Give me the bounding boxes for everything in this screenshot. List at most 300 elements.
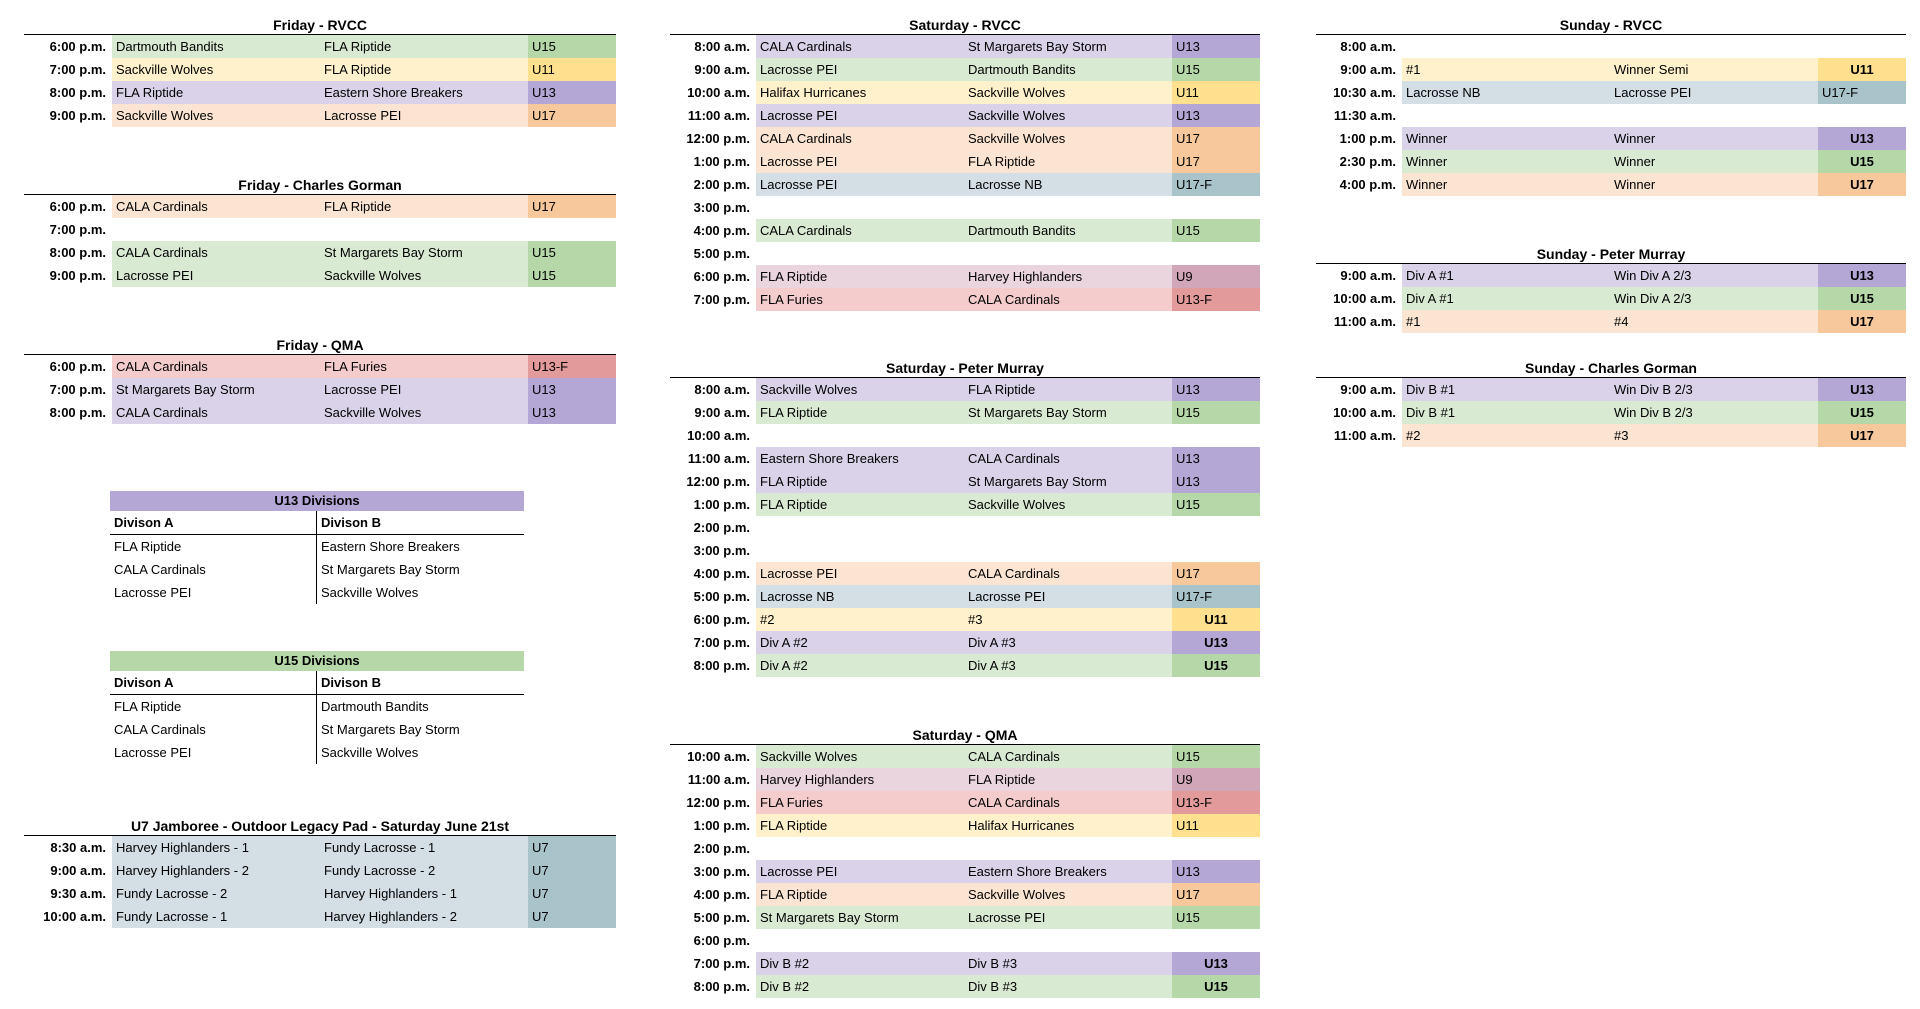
division-b-team: St Margarets Bay Storm (321, 722, 460, 737)
game-time: 11:00 a.m. (687, 108, 750, 123)
division-tag: U17 (1818, 424, 1906, 447)
team-home: Div B #2 (756, 975, 964, 998)
division-tag: U17 (1172, 150, 1260, 173)
team-home: St Margarets Bay Storm (112, 378, 320, 401)
game-row (1316, 127, 1906, 150)
game-time: 6:00 p.m. (693, 612, 750, 627)
team-away: Halifax Hurricanes (964, 814, 1172, 837)
game-row (670, 424, 1260, 447)
schedule-block (1316, 16, 1906, 196)
game-time: 3:00 p.m. (693, 200, 750, 215)
division-tag (1818, 35, 1906, 58)
game-time: 7:00 p.m. (693, 956, 750, 971)
team-away: #4 (1610, 310, 1818, 333)
division-tag (1172, 424, 1260, 447)
division-tag: U13-F (1172, 791, 1260, 814)
division-tag (1818, 104, 1906, 127)
team-away: Winner Semi (1610, 58, 1818, 81)
division-table-title: U13 Divisions (110, 491, 524, 511)
team-away (1610, 104, 1818, 127)
game-time: 2:30 p.m. (1339, 154, 1396, 169)
division-tag: U13 (528, 378, 616, 401)
division-tag: U17 (1818, 310, 1906, 333)
division-b-team: St Margarets Bay Storm (321, 562, 460, 577)
team-home: Fundy Lacrosse - 1 (112, 905, 320, 928)
division-tag: U13 (1818, 378, 1906, 401)
game-time: 2:00 p.m. (693, 520, 750, 535)
game-time: 9:00 a.m. (1340, 268, 1396, 283)
team-home: Eastern Shore Breakers (756, 447, 964, 470)
team-home: Lacrosse PEI (756, 104, 964, 127)
game-time: 10:00 a.m. (687, 428, 750, 443)
division-a-team: CALA Cardinals (110, 558, 317, 581)
game-time: 9:00 a.m. (694, 405, 750, 420)
game-time: 12:00 p.m. (686, 131, 750, 146)
division-tag: U15 (1818, 287, 1906, 310)
game-row (24, 836, 616, 859)
team-home: Lacrosse PEI (756, 58, 964, 81)
team-away: Lacrosse PEI (320, 378, 528, 401)
game-time: 11:00 a.m. (687, 451, 750, 466)
team-away: Eastern Shore Breakers (964, 860, 1172, 883)
game-row (670, 929, 1260, 952)
game-time: 8:00 p.m. (49, 85, 106, 100)
team-home (756, 837, 964, 860)
division-tag: U13 (1172, 860, 1260, 883)
game-time: 9:00 a.m. (1340, 62, 1396, 77)
game-row (670, 470, 1260, 493)
team-away (964, 516, 1172, 539)
team-away: St Margarets Bay Storm (320, 241, 528, 264)
division-tag: U13 (1818, 127, 1906, 150)
division-row (110, 741, 524, 764)
team-home: Dartmouth Bandits (112, 35, 320, 58)
team-away: Sackville Wolves (964, 104, 1172, 127)
game-time: 2:00 p.m. (693, 841, 750, 856)
division-tag: U17 (528, 195, 616, 218)
team-home: CALA Cardinals (112, 401, 320, 424)
team-away: Lacrosse PEI (1610, 81, 1818, 104)
game-time: 10:00 a.m. (1333, 405, 1396, 420)
game-time: 8:00 p.m. (49, 245, 106, 260)
team-home: Lacrosse NB (1402, 81, 1610, 104)
division-header-row (110, 671, 524, 695)
division-tag (1172, 837, 1260, 860)
team-away (1610, 35, 1818, 58)
division-tag: U15 (1172, 58, 1260, 81)
game-row (670, 608, 1260, 631)
schedule-title: Saturday - QMA (670, 726, 1260, 745)
game-row (670, 906, 1260, 929)
team-away: CALA Cardinals (964, 562, 1172, 585)
team-away: Lacrosse NB (964, 173, 1172, 196)
team-home: #1 (1402, 58, 1610, 81)
division-tag: U13 (1172, 378, 1260, 401)
team-away (964, 837, 1172, 860)
game-time: 5:00 p.m. (693, 910, 750, 925)
division-table (110, 651, 524, 764)
game-time: 5:00 p.m. (693, 589, 750, 604)
game-row (670, 378, 1260, 401)
division-tag: U15 (1172, 975, 1260, 998)
division-tag: U15 (1818, 150, 1906, 173)
game-row (670, 265, 1260, 288)
game-time: 12:00 p.m. (686, 795, 750, 810)
game-row (24, 241, 616, 264)
team-away: Div B #3 (964, 975, 1172, 998)
team-home: Lacrosse PEI (756, 173, 964, 196)
game-time: 10:30 a.m. (1333, 85, 1396, 100)
division-tag: U13 (1172, 447, 1260, 470)
team-away: Fundy Lacrosse - 2 (320, 859, 528, 882)
game-row (24, 58, 616, 81)
team-home: #2 (756, 608, 964, 631)
division-tag: U17-F (1172, 585, 1260, 608)
team-home (756, 516, 964, 539)
game-row (670, 35, 1260, 58)
schedule-title: Sunday - Charles Gorman (1316, 359, 1906, 378)
game-row (1316, 173, 1906, 196)
division-tag: U7 (528, 859, 616, 882)
team-home: Lacrosse PEI (756, 860, 964, 883)
game-row (24, 195, 616, 218)
game-row (24, 264, 616, 287)
team-home: Div B #1 (1402, 401, 1610, 424)
schedule-block (24, 176, 616, 287)
game-row (24, 905, 616, 928)
schedule-title: Friday - RVCC (24, 16, 616, 35)
team-home: Div B #1 (1402, 378, 1610, 401)
game-row (670, 58, 1260, 81)
game-row (670, 837, 1260, 860)
game-row (670, 814, 1260, 837)
game-time: 10:00 a.m. (687, 749, 750, 764)
team-away: Div A #3 (964, 631, 1172, 654)
game-time: 9:00 a.m. (1340, 382, 1396, 397)
team-away: CALA Cardinals (964, 791, 1172, 814)
team-home: Lacrosse PEI (756, 150, 964, 173)
team-away: Sackville Wolves (964, 493, 1172, 516)
schedule-block (670, 16, 1260, 311)
team-away: Div A #3 (964, 654, 1172, 677)
team-away: Lacrosse PEI (964, 585, 1172, 608)
division-tag: U15 (1818, 401, 1906, 424)
division-tag: U7 (528, 882, 616, 905)
division-tag (1172, 929, 1260, 952)
team-home: Harvey Highlanders - 2 (112, 859, 320, 882)
division-a-team: CALA Cardinals (110, 718, 317, 741)
game-time: 7:00 p.m. (693, 635, 750, 650)
team-away: #3 (964, 608, 1172, 631)
game-time: 8:00 p.m. (693, 979, 750, 994)
team-home: Winner (1402, 150, 1610, 173)
game-time: 9:00 p.m. (49, 268, 106, 283)
schedule-title: U7 Jamboree - Outdoor Legacy Pad - Saturday June 21st (24, 817, 616, 836)
game-time: 4:00 p.m. (693, 887, 750, 902)
division-tag (1172, 539, 1260, 562)
game-time: 8:00 a.m. (694, 382, 750, 397)
game-row (670, 104, 1260, 127)
division-tag: U13 (1172, 470, 1260, 493)
game-row (24, 859, 616, 882)
game-row (670, 745, 1260, 768)
team-home: CALA Cardinals (112, 355, 320, 378)
division-tag: U9 (1172, 768, 1260, 791)
division-b-team: Dartmouth Bandits (321, 699, 429, 714)
division-row (110, 535, 524, 558)
team-home: Div B #2 (756, 952, 964, 975)
game-row (670, 883, 1260, 906)
game-time: 7:00 p.m. (49, 62, 106, 77)
game-time: 11:00 a.m. (687, 772, 750, 787)
team-away: Win Div B 2/3 (1610, 378, 1818, 401)
schedule-block (24, 336, 616, 424)
game-time: 3:00 p.m. (693, 543, 750, 558)
game-row (670, 539, 1260, 562)
team-home: Sackville Wolves (112, 104, 320, 127)
team-home: Winner (1402, 127, 1610, 150)
team-home: Div A #1 (1402, 287, 1610, 310)
division-b-team: Sackville Wolves (321, 585, 419, 600)
game-row (670, 768, 1260, 791)
schedule-title: Sunday - Peter Murray (1316, 245, 1906, 264)
schedule-title: Sunday - RVCC (1316, 16, 1906, 35)
team-home: FLA Riptide (756, 401, 964, 424)
game-row (1316, 424, 1906, 447)
division-tag: U13 (1818, 264, 1906, 287)
game-row (670, 654, 1260, 677)
game-time: 7:00 p.m. (49, 382, 106, 397)
division-tag: U13 (1172, 952, 1260, 975)
team-away: Win Div B 2/3 (1610, 401, 1818, 424)
division-tag: U11 (1818, 58, 1906, 81)
team-home: FLA Furies (756, 288, 964, 311)
team-away: Sackville Wolves (320, 264, 528, 287)
team-away: FLA Riptide (320, 35, 528, 58)
division-tag: U15 (528, 264, 616, 287)
team-home: Div A #2 (756, 654, 964, 677)
game-time: 6:00 p.m. (693, 269, 750, 284)
game-time: 11:30 a.m. (1333, 108, 1396, 123)
game-row (1316, 150, 1906, 173)
division-a-team: FLA Riptide (110, 695, 317, 718)
team-home: CALA Cardinals (756, 127, 964, 150)
game-time: 1:00 p.m. (1339, 131, 1396, 146)
team-away: CALA Cardinals (964, 745, 1172, 768)
game-row (1316, 264, 1906, 287)
game-row (670, 975, 1260, 998)
team-away: Div B #3 (964, 952, 1172, 975)
division-tag: U15 (1172, 401, 1260, 424)
team-away (964, 424, 1172, 447)
team-home: FLA Furies (756, 791, 964, 814)
game-row (670, 952, 1260, 975)
team-home: CALA Cardinals (112, 241, 320, 264)
schedule-title: Saturday - Peter Murray (670, 359, 1260, 378)
game-row (24, 378, 616, 401)
game-time: 1:00 p.m. (693, 154, 750, 169)
division-tag: U15 (1172, 493, 1260, 516)
division-a-header: Divison A (110, 511, 317, 534)
team-away: FLA Riptide (964, 378, 1172, 401)
game-time: 11:00 a.m. (1333, 428, 1396, 443)
game-row (670, 150, 1260, 173)
team-home (1402, 104, 1610, 127)
game-time: 8:00 p.m. (693, 658, 750, 673)
game-row (1316, 81, 1906, 104)
division-tag: U15 (528, 241, 616, 264)
team-home: FLA Riptide (756, 493, 964, 516)
team-home (1402, 35, 1610, 58)
game-row (1316, 287, 1906, 310)
division-b-header: Divison B (321, 675, 381, 690)
game-time: 7:00 p.m. (49, 222, 106, 237)
game-time: 9:00 p.m. (49, 108, 106, 123)
team-away: Winner (1610, 150, 1818, 173)
schedule-block (1316, 359, 1906, 447)
team-away: CALA Cardinals (964, 288, 1172, 311)
division-row (110, 581, 524, 604)
game-row (24, 81, 616, 104)
team-home: Lacrosse PEI (756, 562, 964, 585)
game-row (24, 35, 616, 58)
division-tag (1172, 242, 1260, 265)
team-away: Harvey Highlanders (964, 265, 1172, 288)
team-home: Harvey Highlanders (756, 768, 964, 791)
game-row (670, 791, 1260, 814)
game-time: 4:00 p.m. (693, 223, 750, 238)
game-row (670, 288, 1260, 311)
game-row (1316, 35, 1906, 58)
schedule-title: Friday - QMA (24, 336, 616, 355)
game-row (670, 196, 1260, 219)
division-row (110, 718, 524, 741)
team-home: CALA Cardinals (756, 35, 964, 58)
team-home: FLA Riptide (756, 883, 964, 906)
division-tag: U15 (1172, 745, 1260, 768)
team-home: Lacrosse PEI (112, 264, 320, 287)
game-time: 6:00 p.m. (693, 933, 750, 948)
team-away: FLA Riptide (320, 58, 528, 81)
schedule-block (24, 16, 616, 127)
division-tag: U15 (1172, 906, 1260, 929)
team-away: FLA Riptide (964, 150, 1172, 173)
schedule-block (670, 726, 1260, 998)
game-row (24, 401, 616, 424)
game-row (670, 516, 1260, 539)
division-tag: U9 (1172, 265, 1260, 288)
team-away: Sackville Wolves (964, 127, 1172, 150)
game-time: 9:00 a.m. (50, 863, 106, 878)
division-a-header: Divison A (110, 671, 317, 694)
team-away: #3 (1610, 424, 1818, 447)
team-away: Dartmouth Bandits (964, 219, 1172, 242)
division-table (110, 491, 524, 604)
game-row (24, 104, 616, 127)
schedule-block (1316, 245, 1906, 333)
team-home: Winner (1402, 173, 1610, 196)
team-away (964, 242, 1172, 265)
team-away (320, 218, 528, 241)
team-home: CALA Cardinals (112, 195, 320, 218)
division-tag: U15 (528, 35, 616, 58)
team-home (112, 218, 320, 241)
game-row (670, 242, 1260, 265)
team-away: Harvey Highlanders - 1 (320, 882, 528, 905)
division-a-team: Lacrosse PEI (110, 741, 317, 764)
division-tag: U13-F (528, 355, 616, 378)
team-away: Fundy Lacrosse - 1 (320, 836, 528, 859)
division-tag (528, 218, 616, 241)
schedule-title: Saturday - RVCC (670, 16, 1260, 35)
division-tag: U17-F (1172, 173, 1260, 196)
team-away: Harvey Highlanders - 2 (320, 905, 528, 928)
team-away: FLA Furies (320, 355, 528, 378)
game-row (24, 218, 616, 241)
team-away: St Margarets Bay Storm (964, 401, 1172, 424)
game-time: 5:00 p.m. (693, 246, 750, 261)
game-time: 1:00 p.m. (693, 497, 750, 512)
game-time: 8:00 p.m. (49, 405, 106, 420)
game-time: 7:00 p.m. (693, 292, 750, 307)
team-home: Harvey Highlanders - 1 (112, 836, 320, 859)
team-home: Sackville Wolves (112, 58, 320, 81)
division-tag: U11 (1172, 608, 1260, 631)
game-time: 9:30 a.m. (50, 886, 106, 901)
division-a-team: FLA Riptide (110, 535, 317, 558)
team-away: St Margarets Bay Storm (964, 470, 1172, 493)
team-away (964, 539, 1172, 562)
team-home (756, 424, 964, 447)
team-home: FLA Riptide (756, 814, 964, 837)
team-away: Dartmouth Bandits (964, 58, 1172, 81)
team-home: #2 (1402, 424, 1610, 447)
team-away: Eastern Shore Breakers (320, 81, 528, 104)
game-time: 10:00 a.m. (1333, 291, 1396, 306)
team-away: Winner (1610, 127, 1818, 150)
team-away: CALA Cardinals (964, 447, 1172, 470)
game-row (670, 447, 1260, 470)
game-time: 1:00 p.m. (693, 818, 750, 833)
division-table-title: U15 Divisions (110, 651, 524, 671)
schedule-block (24, 817, 616, 928)
division-row (110, 695, 524, 718)
division-tag: U17 (1172, 883, 1260, 906)
team-away: FLA Riptide (320, 195, 528, 218)
team-home: CALA Cardinals (756, 219, 964, 242)
division-tag: U11 (1172, 81, 1260, 104)
game-time: 6:00 p.m. (49, 199, 106, 214)
division-tag: U17-F (1818, 81, 1906, 104)
team-away: Sackville Wolves (320, 401, 528, 424)
schedule-block (670, 359, 1260, 677)
game-time: 10:00 a.m. (43, 909, 106, 924)
game-time: 4:00 p.m. (693, 566, 750, 581)
division-tag: U17 (1172, 127, 1260, 150)
team-away: Win Div A 2/3 (1610, 264, 1818, 287)
division-tag: U17 (528, 104, 616, 127)
game-time: 4:00 p.m. (1339, 177, 1396, 192)
team-away: Lacrosse PEI (964, 906, 1172, 929)
game-row (670, 401, 1260, 424)
team-away (964, 929, 1172, 952)
schedule-title: Friday - Charles Gorman (24, 176, 616, 195)
game-row (24, 355, 616, 378)
game-row (670, 493, 1260, 516)
division-tag (1172, 196, 1260, 219)
team-home: #1 (1402, 310, 1610, 333)
team-home: FLA Riptide (756, 470, 964, 493)
